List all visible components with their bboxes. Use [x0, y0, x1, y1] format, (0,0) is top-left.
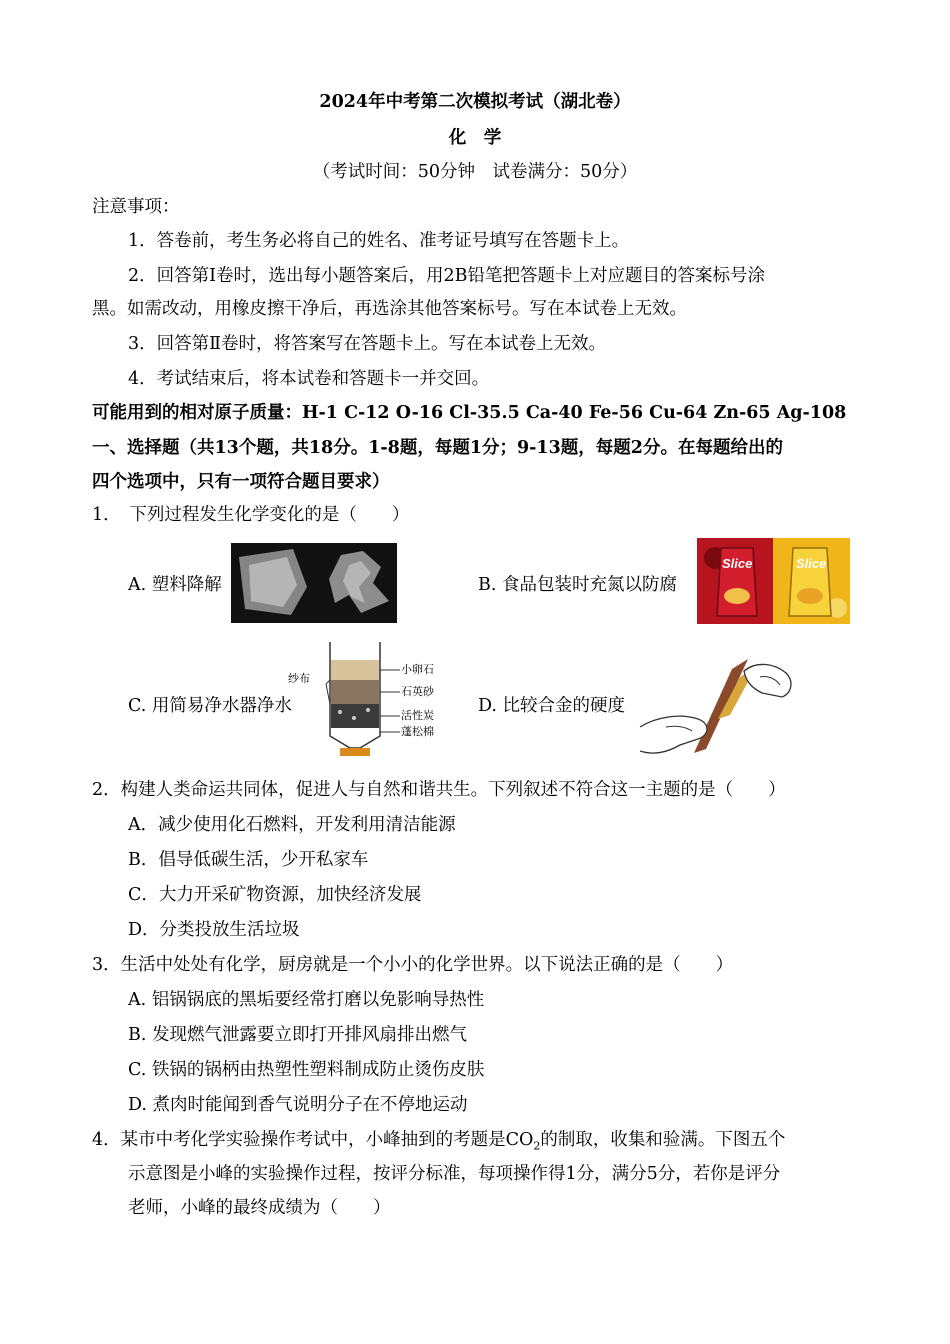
subject-title: 化 学 [448, 128, 502, 148]
filter-label-cloth: 纱布 [288, 672, 310, 685]
q3-stem: 3．生活中处处有化学，厨房就是一个小小的化学世界。以下说法正确的是（ ） [92, 955, 734, 975]
filter-label-carbon: 活性炭 [401, 709, 434, 722]
q2-option-a: A．减少使用化石燃料，开发利用清洁能源 [128, 815, 456, 835]
plastic-degradation-image [231, 543, 397, 623]
note-2-line1: 2．回答第Ⅰ卷时，选出每小题答案后，用2B铅笔把答题卡上对应题目的答案标号涂 [128, 266, 766, 286]
notes-heading: 注意事项： [92, 197, 180, 217]
filter-label-cotton: 蓬松棉 [401, 725, 434, 738]
q4-stem-line2: 示意图是小峰的实验操作过程，按评分标准，每项操作得1分，满分5分，若你是评分 [128, 1164, 781, 1184]
note-3: 3．回答第Ⅱ卷时，将答案写在答题卡上。写在本试卷上无效。 [128, 334, 607, 354]
water-filter-diagram [310, 640, 410, 760]
q3-option-a: A. 铝锅锅底的黑垢要经常打磨以免影响导热性 [128, 990, 485, 1010]
q2-option-d: D．分类投放生活垃圾 [128, 920, 300, 940]
q2-option-c: C．大力开采矿物资源，加快经济发展 [128, 885, 422, 905]
exam-title: 2024年中考第二次模拟考试（湖北卷） [319, 92, 631, 112]
q3-option-b: B. 发现燃气泄露要立即打开排风扇排出燃气 [128, 1025, 467, 1045]
q2-option-b: B．倡导低碳生活，少开私家车 [128, 850, 369, 870]
alloy-hardness-image [636, 653, 800, 761]
note-1: 1．答卷前，考生务必将自己的姓名、准考证号填写在答题卡上。 [128, 231, 630, 251]
q1-option-d: D. 比较合金的硬度 [478, 696, 626, 716]
note-2-line2: 黑。如需改动，用橡皮擦干净后，再选涂其他答案标号。写在本试卷上无效。 [92, 299, 687, 319]
atomic-mass-line: 可能用到的相对原子质量：H-1 C-12 O-16 Cl-35.5 Ca-40 Fe-56 Cu-64 Zn-65 Ag-108 [92, 403, 847, 423]
q1-option-b: B. 食品包装时充氮以防腐 [478, 575, 677, 595]
q3-option-c: C. 铁锅的锅柄由热塑性塑料制成防止烫伤皮肤 [128, 1060, 485, 1080]
q3-option-d: D. 煮肉时能闻到香气说明分子在不停地运动 [128, 1095, 468, 1115]
q4-stem-line1: 4．某市中考化学实验操作考试中，小峰抽到的考题是$CO_2$的制取，收集和验满。下图五个 [92, 1130, 786, 1153]
q4-stem-line3: 老师，小峰的最终成绩为（ ） [128, 1198, 391, 1218]
chip-bag-brand-right: Slice [796, 556, 827, 571]
q1-option-c: C. 用简易净水器净水 [128, 696, 292, 716]
section-heading-line2: 四个选项中，只有一项符合题目要求） [92, 472, 390, 492]
exam-info: （考试时间：50分钟 试卷满分：50分） [312, 162, 638, 182]
q1-option-a: A. 塑料降解 [128, 575, 222, 595]
nitrogen-packaging-image [697, 538, 850, 624]
filter-label-pebble: 小卵石 [401, 663, 434, 676]
chip-bag-brand-left: Slice [722, 556, 753, 571]
q1-stem: 1． 下列过程发生化学变化的是（ ） [92, 505, 410, 525]
filter-label-sand: 石英砂 [401, 685, 434, 698]
q2-stem: 2．构建人类命运共同体，促进人与自然和谐共生。下列叙述不符合这一主题的是（ ） [92, 780, 786, 800]
section-heading-line1: 一、选择题（共13个题，共18分。1-8题，每题1分；9-13题，每题2分。在每题给出的 [92, 438, 783, 458]
note-4: 4．考试结束后，将本试卷和答题卡一并交回。 [128, 369, 490, 389]
